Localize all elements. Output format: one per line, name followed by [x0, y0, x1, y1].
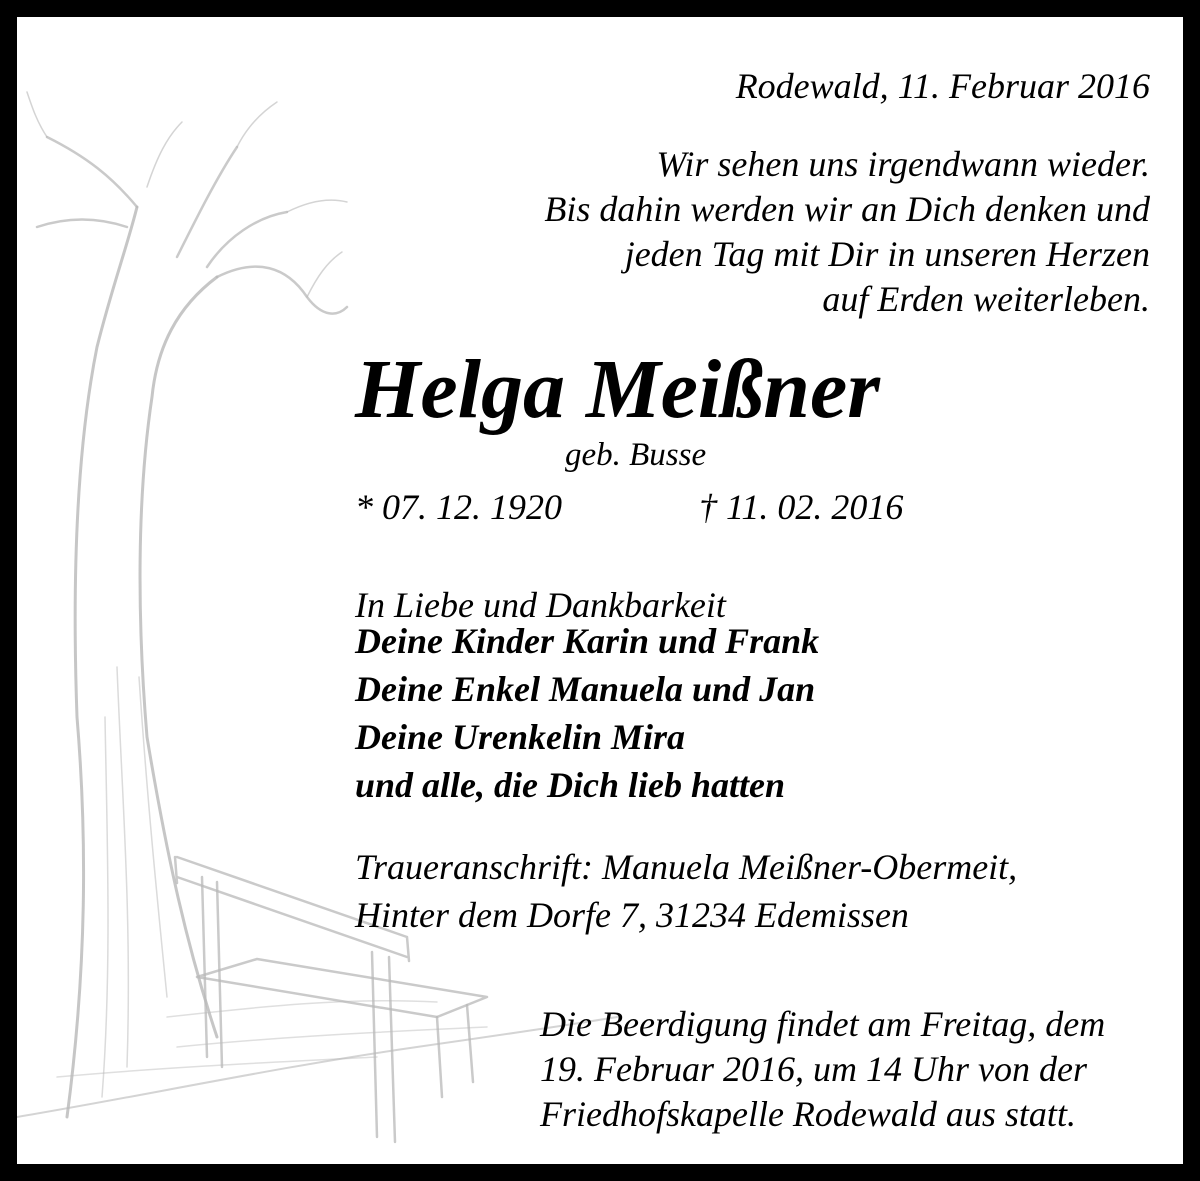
address-line: Hinter dem Dorfe 7, 31234 Edemissen — [355, 895, 909, 935]
verse-line: Wir sehen uns irgendwann wieder. — [656, 144, 1150, 184]
maiden-name: geb. Busse — [565, 437, 707, 473]
address-line: Traueranschrift: Manuela Meißner-Obermeit, — [355, 847, 1018, 887]
tree-trunk-shading — [102, 667, 167, 1097]
ground-line — [17, 1017, 617, 1117]
funeral-announcement — [540, 1002, 1105, 1137]
mourner-line: Deine Enkel Manuela und Jan — [355, 669, 816, 709]
mourning-address — [355, 843, 1017, 939]
gratitude-line: In Liebe und Dankbarkeit — [355, 585, 726, 625]
verse-line: auf Erden weiterleben. — [822, 279, 1150, 319]
funeral-line: Die Beerdigung findet am Freitag, dem — [540, 1004, 1106, 1044]
ground-shading — [57, 1001, 487, 1077]
memorial-verse — [544, 142, 1150, 322]
verse-line: jeden Tag mit Dir in unseren Herzen — [624, 234, 1150, 274]
tree-branch-left — [37, 137, 137, 227]
mourner-line: Deine Kinder Karin und Frank — [355, 621, 820, 661]
funeral-line: 19. Februar 2016, um 14 Uhr von der — [540, 1049, 1087, 1089]
tree-twigs — [27, 92, 347, 297]
mourners-list — [355, 617, 819, 809]
funeral-line: Friedhofskapelle Rodewald aus statt. — [540, 1094, 1076, 1134]
bench-seat — [197, 959, 487, 1017]
verse-line: Bis dahin werden wir an Dich denken und — [544, 189, 1150, 229]
tree-trunk — [67, 207, 217, 1117]
death-date: † 11. 02. 2016 — [699, 487, 904, 527]
deceased-name: Helga Meißner — [355, 343, 880, 436]
mourner-line: und alle, die Dich lieb hatten — [355, 765, 786, 805]
place-and-date: Rodewald, 11. Februar 2016 — [735, 66, 1150, 106]
mourner-line: Deine Urenkelin Mira — [355, 717, 686, 757]
birth-date: * 07. 12. 1920 — [355, 487, 562, 527]
